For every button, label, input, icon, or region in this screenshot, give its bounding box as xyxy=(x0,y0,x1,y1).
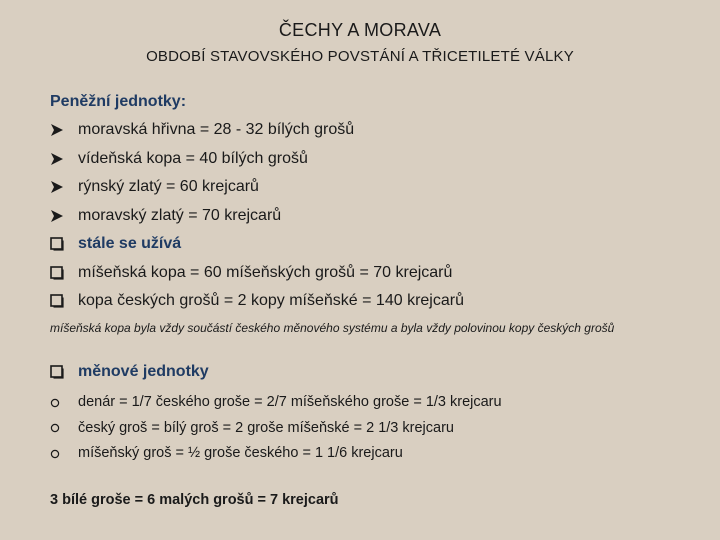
list-item xyxy=(50,259,700,288)
slide-title: ČECHY A MORAVA xyxy=(278,20,442,40)
list-item-text: rýnský zlatý = 60 krejcarů xyxy=(78,178,259,195)
note-text: míšeňská kopa byla vždy součástí českého měnového systému a byla vždy polovinou kopy českých grošů xyxy=(50,320,615,335)
list-item-text: míšeňská kopa = 60 míšeňských grošů = 70 krejcarů xyxy=(78,263,453,281)
section-heading-text: měnové jednotky xyxy=(78,363,209,380)
list-item xyxy=(50,145,700,174)
arrow-icon xyxy=(50,145,70,174)
box-bullet-icon xyxy=(50,230,70,259)
box-bullet-icon xyxy=(50,287,70,316)
list-item-text: vídeňská kopa = 40 bílých grošů xyxy=(78,149,308,167)
section-heading-currency-units xyxy=(50,358,700,386)
list-item xyxy=(50,416,700,442)
list-item xyxy=(50,116,700,145)
list-item-text: moravský zlatý = 70 krejcarů xyxy=(78,206,282,224)
arrow-icon xyxy=(50,116,70,145)
list-item-text: český groš = bílý groš = 2 groše míšeňské = 2 1/3 krejcaru xyxy=(78,419,454,436)
list-item-text: denár = 1/7 českého groše = 2/7 míšeňského groše = 1/3 krejcaru xyxy=(78,394,502,410)
box-bullet-icon xyxy=(50,259,70,288)
arrow-icon xyxy=(50,173,70,202)
list-item xyxy=(50,230,700,259)
section-heading: Peněžní jednotky: xyxy=(50,93,187,110)
bullet-list xyxy=(50,116,700,316)
list-item xyxy=(50,390,700,416)
list-item-text: stále se užívá xyxy=(78,235,182,252)
list-item xyxy=(50,287,700,316)
list-item-text: kopa českých grošů = 2 kopy míšeňské = 140 krejcarů xyxy=(78,292,464,309)
circle-list xyxy=(50,390,700,467)
list-item xyxy=(50,202,700,231)
list-item-text: moravská hřivna = 28 - 32 bílých grošů xyxy=(78,121,355,138)
box-bullet-icon xyxy=(50,358,70,386)
content-body xyxy=(50,88,700,337)
circle-bullet-icon xyxy=(50,416,70,442)
list-item-text: míšeňský groš = ½ groše českého = 1 1/6 krejcaru xyxy=(78,445,403,461)
summary-line: 3 bílé groše = 6 malých grošů = 7 krejcarů xyxy=(50,492,339,508)
circle-bullet-icon xyxy=(50,390,70,416)
list-item xyxy=(50,441,700,467)
circle-bullet-icon xyxy=(50,441,70,467)
list-item xyxy=(50,173,700,202)
slide-subtitle: OBDOBÍ STAVOVSKÉHO POVSTÁNÍ A TŘICETILETÉ VÁLKY xyxy=(146,48,574,65)
currency-units-section xyxy=(50,358,700,467)
arrow-icon xyxy=(50,202,70,231)
